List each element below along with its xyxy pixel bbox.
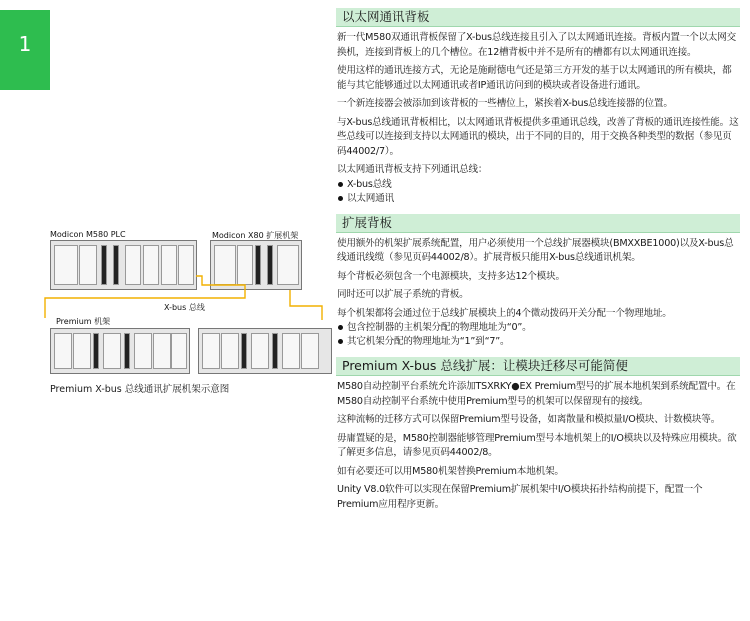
premium-label: Premium 机架 xyxy=(56,317,111,326)
rack-module xyxy=(301,333,319,369)
rack-module xyxy=(134,333,152,369)
rack-module xyxy=(251,333,269,369)
section-heading: 以太网通讯背板 xyxy=(336,8,740,27)
rack-module xyxy=(202,333,220,369)
paragraph: 新一代M580双通讯背板保留了X-bus总线连接且引入了以太网通讯连接。背板内置一个以太网交换机，连接到背板上的几个槽位。在12槽背板中并不是所有的槽都有以太网通讯连接。 xyxy=(337,32,737,58)
section-expansion-backplane xyxy=(336,214,740,350)
paragraph: 一个新连接器会被添加到该背板的一些槽位上，紧挨着X-bus总线连接器的位置。 xyxy=(337,98,673,109)
content-column xyxy=(336,8,740,516)
xbus-label: X-bus 总线 xyxy=(164,303,205,312)
rack-module xyxy=(73,333,91,369)
paragraph: 毋庸置疑的是，M580控制器能够管理Premium型号本地机架上的I/O模块以及特殊应用模块。欲了解更多信息，请参见页码44002/8。 xyxy=(337,432,737,458)
rack-module xyxy=(282,333,300,369)
bullet-item: 以太网通讯 xyxy=(336,192,740,206)
section-premium-xbus xyxy=(336,357,740,512)
rack-module xyxy=(171,333,187,369)
paragraph: 与X-bus总线通讯背板相比，以太网通讯背板提供多重通讯总线，改善了背板的通讯连接性能。这些总线可以连接到支持以太网通讯的模块，出于不同的目的，用于交换各种类型的数据（参见页码44002/7）。 xyxy=(337,116,739,157)
section-ethernet-backplane xyxy=(336,8,740,206)
diagram-caption: Premium X-bus 总线通讯扩展机架示意图 xyxy=(50,384,230,395)
rack-module xyxy=(221,333,239,369)
section-heading: Premium X-bus 总线扩展：让模块迁移尽可能简便 xyxy=(336,357,740,376)
paragraph: 每个机架都将会通过位于总线扩展模块上的4个微动拨码开关分配一个物理地址。 xyxy=(337,307,672,319)
bullet-item: 包含控制器的主机架分配的物理地址为“0”。 xyxy=(336,321,740,335)
rack-module xyxy=(241,333,247,369)
paragraph: 以太网通讯背板支持下列通讯总线： xyxy=(337,164,488,175)
rack-module xyxy=(54,333,72,369)
paragraph: 同时还可以扩展子系统的背板。 xyxy=(337,289,469,300)
paragraph: 如有必要还可以用M580机架替换Premium本地机架。 xyxy=(337,465,564,477)
rack-module xyxy=(103,333,121,369)
paragraph: 每个背板必须包含一个电源模块，支持多达12个模块。 xyxy=(337,270,565,282)
rack-module xyxy=(153,333,171,369)
premium-rack-1 xyxy=(50,328,190,374)
x80-label: Modicon X80 扩展机架 xyxy=(212,231,299,240)
paragraph: Unity V8.0软件可以实现在保留Premium扩展机架中I/O模块拓扑结构前提下，配置一个Premium应用程序更新。 xyxy=(337,484,703,510)
premium-rack-2 xyxy=(198,328,332,374)
rack-module xyxy=(93,333,99,369)
chapter-number: 1 xyxy=(18,32,32,56)
section-heading: 扩展背板 xyxy=(336,214,740,233)
bullet-item: 其它机架分配的物理地址为“1”到“7”。 xyxy=(336,335,740,349)
paragraph: M580自动控制平台系统允许添加TSXRKY●EX Premium型号的扩展本地机架到系统配置中。在M580自动控制平台系统中使用Premium型号的机架可以保留现有的接线。 xyxy=(337,381,736,407)
bullet-item: X-bus总线 xyxy=(336,178,740,192)
paragraph: 使用额外的机架扩展系统配置，用户必须使用一个总线扩展器模块(BMXXBE1000)以及X-bus总线通讯线缆（参见页码44002/8）。扩展背板只能用X-bus总线通讯机架。 xyxy=(337,237,734,263)
rack-module xyxy=(124,333,130,369)
paragraph: 这种流畅的迁移方式可以保留Premium型号设备，如离散量和模拟量I/O模块、计数模块等。 xyxy=(337,414,721,425)
paragraph: 使用这样的通讯连接方式，无论是施耐德电气还是第三方开发的基于以太网通讯的所有模块，都能与其它能够通过以太网通讯或者IP通讯访问到的模块或者设备进行通讯。 xyxy=(337,65,732,91)
rack-module xyxy=(272,333,278,369)
m580-label: Modicon M580 PLC xyxy=(50,230,126,239)
